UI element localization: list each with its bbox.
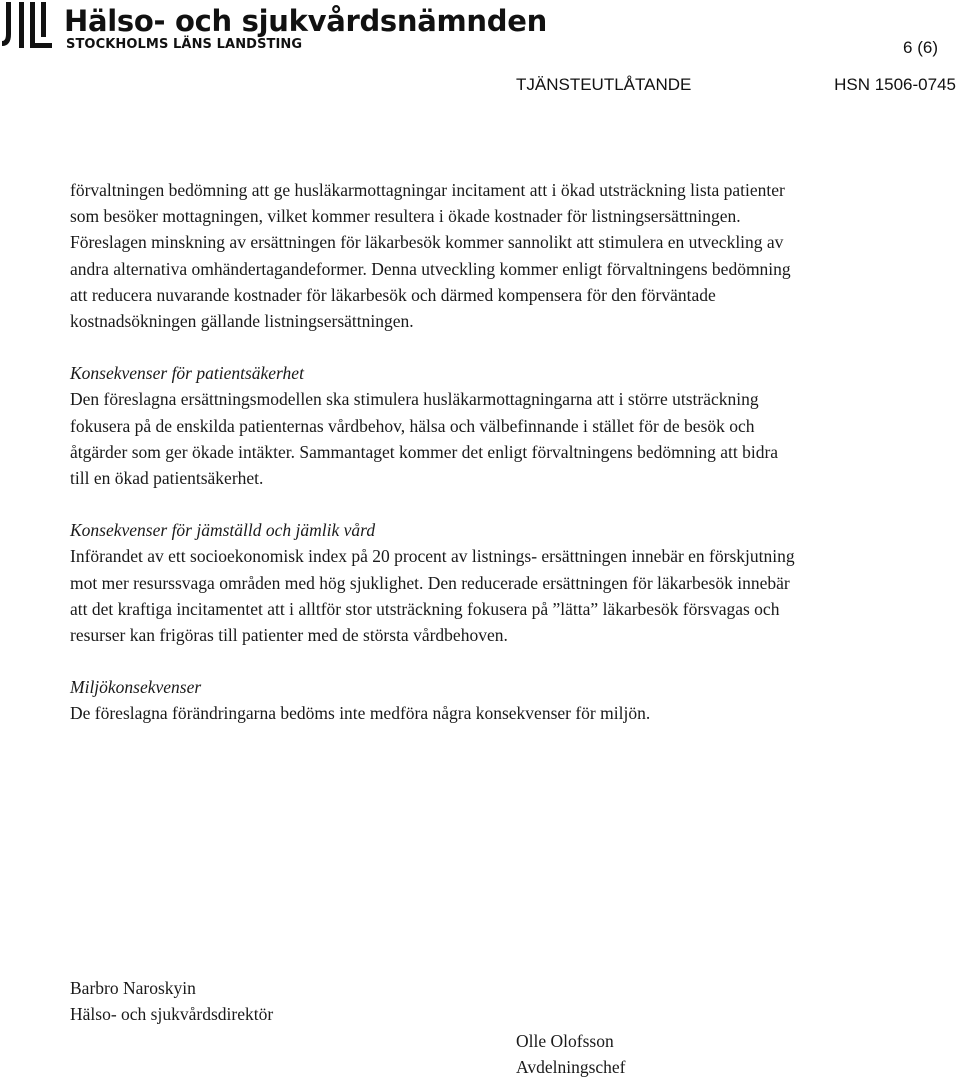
org-subtitle: STOCKHOLMS LÄNS LANDSTING bbox=[66, 37, 303, 52]
section-patient-safety bbox=[70, 360, 800, 491]
section-text: Den föreslagna ersättningsmodellen ska stimulera husläkarmottagningarna att i större utsträckning fokusera på de enskilda patienternas vårdbehov, hälsa och välbefinnande i stället för de besök och åtgärder som ger ökade intäkter. Sammantaget kommer det enligt förvaltningens bedömning att bidra till en ökad patientsäkerhet. bbox=[70, 389, 779, 489]
signatory-title: Hälso- och sjukvårdsdirektör bbox=[70, 1004, 274, 1024]
section-heading: Miljökonsekvenser bbox=[70, 677, 202, 698]
org-name: Hälso- och sjukvårdsnämnden bbox=[64, 4, 547, 38]
signatory-title: Avdelningschef bbox=[516, 1057, 626, 1077]
signature-block-director bbox=[70, 975, 273, 1027]
section-heading: Konsekvenser för jämställd och jämlik vård bbox=[70, 520, 376, 541]
page-number: 6 (6) bbox=[903, 38, 938, 57]
intro-paragraph: förvaltningen bedömning att ge husläkarmottagningar incitament att i ökad utsträckning lista patienter som besöker mottagningen, vilket kommer resultera i ökade kostnader för listningsersättningen. Föreslagen minskning av ersättningen för läkarbesök kommer sannolikt att stimulera en utveckling av andra alternativa omhändertagandeformer. Denna utveckling kommer enligt förvaltningens bedömning att reducera nuvarande kostnader för läkarbesök och därmed kompensera för den förväntade kostnadsökningen gällande listningsersättningen. bbox=[70, 180, 791, 332]
section-heading: Konsekvenser för patientsäkerhet bbox=[70, 363, 304, 384]
signature-block-department-head bbox=[516, 1028, 626, 1080]
signatory-name: Olle Olofsson bbox=[516, 1031, 614, 1051]
section-text: De föreslagna förändringarna bedöms inte medföra några konsekvenser för miljön. bbox=[70, 703, 651, 724]
section-equal-care bbox=[70, 517, 800, 648]
document-body bbox=[70, 177, 800, 727]
document-reference: HSN 1506-0745 bbox=[834, 75, 956, 94]
landsting-logo-icon bbox=[2, 0, 54, 50]
section-environment bbox=[70, 674, 800, 726]
section-text: Införandet av ett socioekonomisk index på 20 procent av listnings- ersättningen innebär en förskjutning mot mer resurssvaga områden med hög sjuklighet. Den reducerade ersättningen för läkarbesök innebär att det kraftiga incitamentet att i alltför stor utsträckning fokusera på ”lätta” läkarbesök försvagas och resurser kan frigöras till patienter med de största vårdbehoven. bbox=[70, 546, 795, 646]
signatory-name: Barbro Naroskyin bbox=[70, 978, 196, 998]
document-type: TJÄNSTEUTLÅTANDE bbox=[516, 75, 692, 94]
